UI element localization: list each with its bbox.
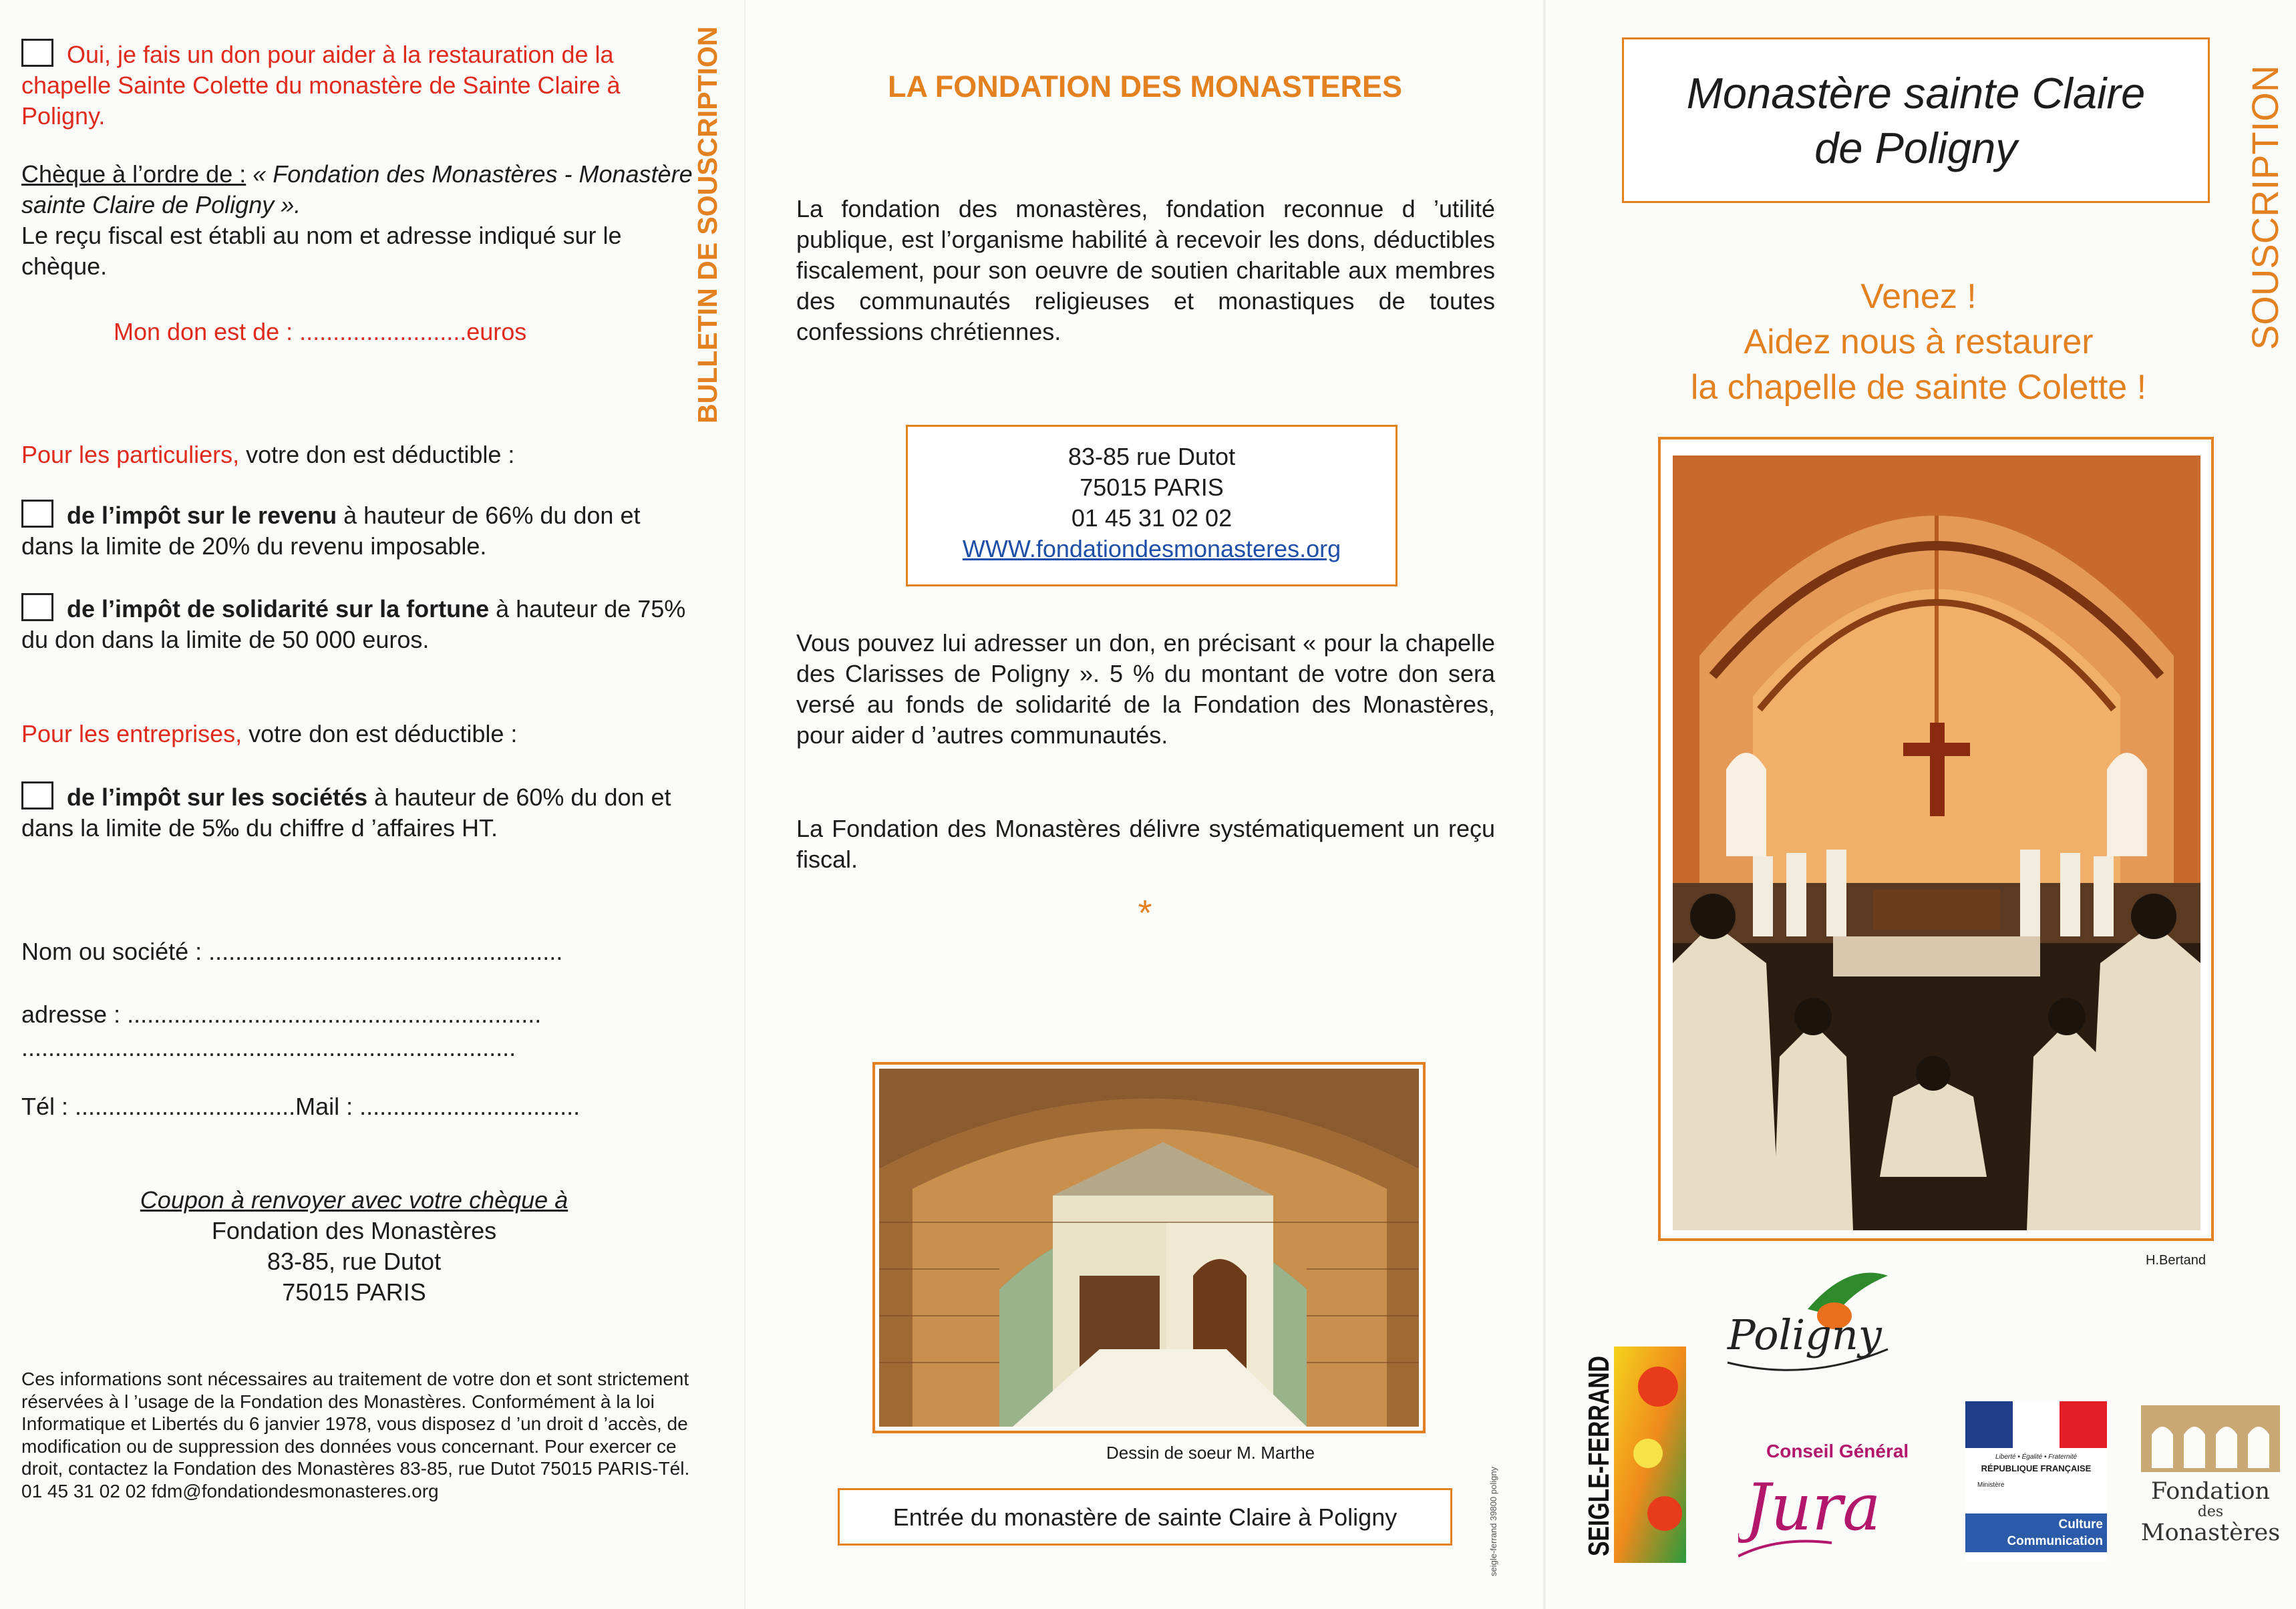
- fondation-text: Fondation des Monastères: [2140, 1478, 2281, 1546]
- jura-text: Jura: [1745, 1470, 1881, 1545]
- foundation-intro: La fondation des monastères, fondation reconnue d ’utilité publique, est l’organisme habilité à recevoir les dons, déductibles fiscalement, pour son oeuvre de soutien charitable aux membres des communautés religieuses et monastiques de toutes confessions chrétiennes.: [796, 195, 1495, 345]
- cloister-arches-icon: [2137, 1401, 2284, 1475]
- vertical-title-bulletin: BULLETIN DE SOUSCRIPTION: [692, 26, 723, 423]
- seigle-ferrand-logo-graphic: [1585, 1347, 1686, 1563]
- cheque-instructions: Chèque à l’ordre de : « Fondation des Monastères - Monastère sainte Claire de Poligny ». Le reçu fiscal est établi au nom et adresse indiqué sur le chèque.: [21, 160, 693, 280]
- seigle-ferrand-logo: [1585, 1347, 1686, 1563]
- seigle-ferrand-text: SEIGLE-FERRAND: [1585, 1347, 1615, 1556]
- corporate-tax-checkbox[interactable]: [21, 781, 53, 810]
- drawing-credit: Dessin de soeur M. Marthe: [1106, 1443, 1315, 1463]
- income-tax-option: de l’impôt sur le revenu à hauteur de 66% du don et dans la limite de 20% du revenu imposable.: [21, 500, 693, 562]
- address-field-line2[interactable]: ..........................................................................: [21, 1034, 516, 1061]
- wealth-tax-option: de l’impôt de solidarité sur la fortune à hauteur de 75% du don dans la limite de 50 000 euros.: [21, 593, 693, 655]
- poligny-logo-graphic: [1721, 1269, 1901, 1389]
- coupon-address: Coupon à renvoyer avec votre chèque à Fondation des Monastères 83-85, rue Dutot 75015 PARIS: [140, 1186, 568, 1306]
- phone-mail-field[interactable]: Tél : .................................Mail : .................................: [21, 1093, 581, 1120]
- foundation-title: LA FONDATION DES MONASTERES: [887, 69, 1402, 104]
- monastery-title-box: Monastère sainte Claire de Poligny: [1622, 37, 2210, 203]
- privacy-notice: Ces informations sont nécessaires au traitement de votre don et sont strictement réservées à l ’usage de la Fondation des Monastères. Conformément à la loi Informatique et Libertés du 6 janvier 1978, vous disposez d ’un droit d ’accès, de modification ou de suppression des données vous concernant. Pour exercer ce droit, contactez la Fondation des Monastères 83-85, rue Dutot 75015 PARIS-Tél. 01 45 31 02 02 fdm@fondationdesmonasteres.org: [21, 1369, 690, 1501]
- income-tax-checkbox[interactable]: [21, 500, 53, 528]
- subscription-form-panel: [0, 0, 746, 1609]
- monastery-entrance-drawing: [879, 1069, 1419, 1427]
- jura-logo-graphic: [1738, 1423, 1912, 1563]
- conseil-general-text: Conseil Général: [1766, 1441, 1909, 1461]
- poligny-logo: [1721, 1269, 1901, 1389]
- wealth-tax-checkbox[interactable]: [21, 593, 53, 621]
- amount-field[interactable]: Mon don est de : .........................euros: [114, 318, 527, 345]
- address-field[interactable]: adresse : ..............................................................: [21, 1001, 542, 1028]
- ministere-label: Ministère: [1977, 1481, 2005, 1489]
- corporate-tax-option: de l’impôt sur les sociétés à hauteur de 60% du don et dans la limite de 5‰ du chiffre d ’affaires HT.: [21, 781, 693, 844]
- foundation-panel: [746, 0, 1544, 1609]
- individuals-heading: Pour les particuliers, votre don est déductible :: [21, 441, 515, 468]
- cover-panel: [1544, 0, 2296, 1609]
- chapel-photo: [1673, 456, 2200, 1230]
- printer-note: seigle-ferrand 39800 poligny: [1488, 1466, 1498, 1576]
- name-field[interactable]: Nom ou société : .....................................................: [21, 938, 563, 965]
- photo-credit: H.Bertand: [2146, 1253, 2206, 1268]
- culture-communication-band: Culture Communication: [1965, 1513, 2107, 1552]
- rf-name: RÉPUBLIQUE FRANÇAISE: [1981, 1463, 2092, 1473]
- fondation-monasteres-logo: [2137, 1401, 2284, 1568]
- republique-francaise-logo: [1965, 1401, 2107, 1562]
- donation-intro: Oui, je fais un don pour aider à la restauration de la chapelle Sainte Colette du monastère de Sainte Claire à Poligny.: [21, 39, 693, 132]
- receipt-statement: La Fondation des Monastères délivre systématiquement un reçu fiscal.: [796, 815, 1495, 873]
- donation-checkbox[interactable]: [21, 39, 53, 67]
- chapel-photo-frame: [1658, 437, 2214, 1241]
- jura-logo: [1738, 1423, 1912, 1563]
- appeal-text: Venez ! Aidez nous à restaurer la chapelle de sainte Colette !: [1690, 277, 2147, 407]
- poligny-text: Poligny: [1728, 1310, 1882, 1359]
- foundation-website-link[interactable]: WWW.fondationdesmonasteres.org: [962, 535, 1341, 562]
- companies-heading: Pour les entreprises, votre don est déductible :: [21, 720, 518, 747]
- rf-motto: Liberté • Égalité • Fraternité: [1995, 1453, 2078, 1461]
- donation-instructions: Vous pouvez lui adresser un don, en précisant « pour la chapelle des Clarisses de Poligny ». 5 % du montant de votre don sera versé au fonds de solidarité de la Fondation des Monastères, pour aider d ’autres communautés.: [796, 629, 1495, 749]
- drawing-caption: Entrée du monastère de sainte Claire à Poligny: [838, 1488, 1452, 1546]
- monastery-drawing-frame: [872, 1062, 1426, 1433]
- asterisk-ornament: *: [1138, 893, 1152, 933]
- vertical-title-souscription: SOUSCRIPTION: [2244, 65, 2286, 350]
- foundation-address-box: 83-85 rue Dutot 75015 PARIS 01 45 31 02 02 WWW.fondationdesmonasteres.org: [906, 425, 1398, 586]
